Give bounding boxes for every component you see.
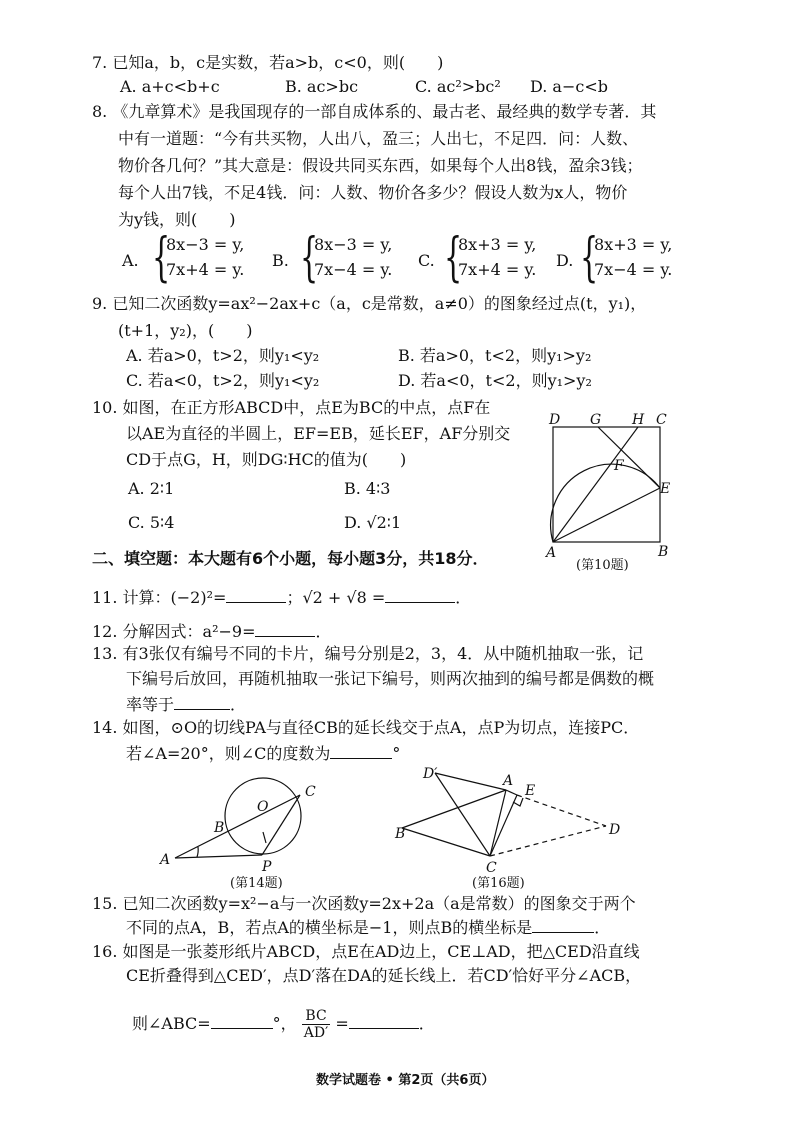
section-2-heading: 二、填空题：本大题有6个小题，每小题3分，共18分． [92,549,489,568]
q15-end: ． [594,918,611,937]
segment-dpa [435,773,506,790]
segment-bc [402,828,490,856]
label-e: E [525,783,536,799]
q8-line: 为y钱，则( ) [118,210,236,229]
fraction-numerator: BC [302,1008,331,1025]
q13-line: 下编号后放回，再随机抽取一张记下编号，则两次抽到的编号都是偶数的概 [126,669,655,688]
q10-line: 10. 如图，在正方形ABCD中，点E为BC的中点，点F在 [92,398,491,417]
dashed-cd [490,826,606,856]
figure-16-caption: (第16题) [472,876,525,891]
equation-row: 8x+3 = y, [594,235,673,254]
equation-row: 8x−3 = y, [166,235,245,254]
label-a: A [546,545,557,561]
answer-blank[interactable] [532,916,594,933]
q8-line: 每个人出7钱，不足4钱．问：人数、物价各多少？假设人数为x人，物价 [118,183,628,202]
fraction-bc-adprime [302,1008,331,1041]
q8-line: 8. 《九章算术》是我国现存的一部自成体系的、最古老、最经典的数学专著．其 [92,102,657,121]
equation-row: 7x−4 = y. [314,260,393,279]
q9-line: 9. 已知二次函数y=ax²−2ax+c（a，c是常数，a≠0）的图象经过点(t，y₁)， [92,294,647,313]
q11-prefix: 11. 计算：(−2)²= [92,588,227,607]
q9-option-c: C. 若a<0，t>2，则y₁<y₂ [126,371,320,390]
q7-option-b: B. ac>bc [285,77,359,96]
q9-line: (t+1，y₂)，( ) [118,321,253,340]
q13-last: 率等于 [126,695,175,714]
equation-row: 7x−4 = y. [594,260,673,279]
label-d: D [609,822,621,838]
q8-option-a-label: A. [122,251,139,270]
q15-line2 [126,916,610,939]
q12-prefix: 12. 分解因式：a²−9= [92,622,256,641]
figure-10-caption: (第10题) [576,558,629,573]
brace-icon: { [444,228,463,288]
q13-end: ． [230,695,247,714]
segment-ba [402,790,506,828]
label-c: C [305,784,316,800]
label-a: A [160,852,171,868]
q13-line: 13. 有3张仅有编号不同的卡片，编号分别是2，3，4．从中随机抽取一张，记 [92,644,644,663]
q10-line: 以AE为直径的半圆上，EF=EB，延长EF，AF分别交 [126,424,511,443]
q16-end: ． [418,1014,435,1033]
brace-icon: { [300,228,319,288]
label-e: E [660,481,671,497]
q10-option-b: B. 4∶3 [344,479,391,498]
q11-mid: ；√2 + √8 = [286,588,386,607]
q8-line: 物价各几何？”其大意是：假设共同买东西，如果每个人出8钱，盈余3钱； [118,156,643,175]
q9-option-b: B. 若a>0，t<2，则y₁>y₂ [398,346,592,365]
brace-icon: { [152,228,171,288]
segment-ae [506,790,517,795]
equation-row: 8x+3 = y, [458,235,537,254]
label-b: B [214,820,225,836]
q8-line: 中有一道题：“今有共买物，人出八，盈三；人出七，不足四．问：人数、 [118,129,639,148]
q9-option-d: D. 若a<0，t<2，则y₁>y₂ [398,371,592,390]
q8-option-d-label: D. [556,251,574,270]
q10-line: CD于点G，H，则DG∶HC的值为( ) [126,450,407,469]
q8-option-b-label: B. [272,251,289,270]
q16-line3-text: 则∠ABC= [132,1014,211,1033]
q14-line: 14. 如图，⊙O的切线PA与直径CB的延长线交于点A，点P为切点，连接PC． [92,718,640,737]
equation-row: 7x+4 = y. [458,260,537,279]
label-d-prime: D′ [423,766,438,782]
label-c: C [486,860,497,876]
dashed-ed [517,795,606,826]
label-o: O [257,799,269,815]
q14-end: ° [392,744,401,763]
answer-blank[interactable] [211,1012,273,1029]
q16-line: CE折叠得到△CED′，点D′落在DA的延长线上．若CD′恰好平分∠ACB， [126,966,642,985]
label-p: P [262,859,272,875]
q9-option-a: A. 若a>0，t>2，则y₁<y₂ [126,346,320,365]
q8-option-c-label: C. [418,251,435,270]
q16-degree: °， [272,1014,297,1033]
q15-line2-text: 不同的点A，B，若点A的横坐标是−1，则点B的横坐标是 [126,918,533,937]
q10-option-a: A. 2∶1 [128,479,175,498]
segment-ce [490,795,517,856]
q7-stem: 7. 已知a，b，c是实数，若a>b，c<0，则( ) [92,53,444,72]
label-c: C [656,412,667,428]
label-h: H [632,412,645,428]
segment-ac [490,790,506,856]
q16-line3 [132,1006,435,1042]
q12-end: ． [315,622,332,641]
q11-end: ． [455,588,472,607]
label-g: G [590,412,602,428]
q15-line: 15. 已知二次函数y=x²−a与一次函数y=2x+2a（a是常数）的图象交于两个 [92,894,636,913]
q10-option-c: C. 5∶4 [128,513,175,532]
page-footer: 数学试题卷 • 第2页（共6页） [316,1073,495,1088]
equation-row: 8x−3 = y, [314,235,393,254]
label-b: B [658,544,669,560]
q14-line2-text: 若∠A=20°，则∠C的度数为 [126,744,331,763]
fraction-denominator: AD′ [303,1025,329,1041]
q10-option-d: D. √2∶1 [344,513,402,532]
segment-dpc [435,773,490,856]
q16-equals: = [335,1014,349,1033]
label-d: D [549,412,561,428]
q7-option-a: A. a+c<b+c [120,77,220,96]
label-f: F [614,458,624,474]
equation-row: 7x+4 = y. [166,260,245,279]
figure-14-caption: (第14题) [230,876,283,891]
q7-option-d: D. a−c<b [530,77,608,96]
answer-blank[interactable] [349,1012,419,1029]
label-a: A [503,773,514,789]
q16-line: 16. 如图是一张菱形纸片ABCD，点E在AD边上，CE⊥AD，把△CED沿直线 [92,942,640,961]
brace-icon: { [580,228,599,288]
q7-option-c: C. ac²>bc² [415,77,501,96]
label-b: B [395,826,406,842]
